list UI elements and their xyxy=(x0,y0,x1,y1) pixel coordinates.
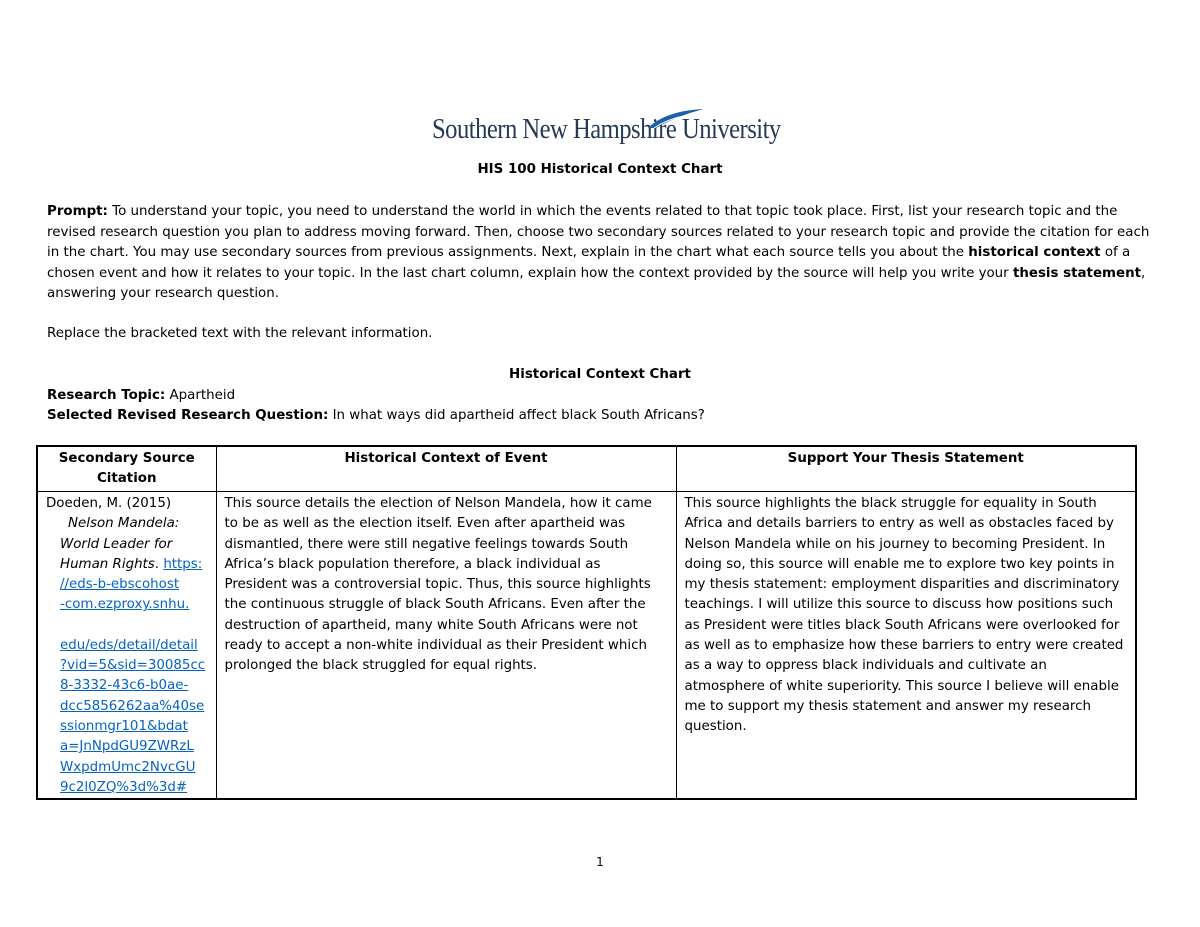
research-question xyxy=(47,408,705,423)
prompt-line-4: chosen event and how it relates to your topic. In the last chart column, explain how the context provided by the source will help you write your thesis statement, xyxy=(47,265,1146,281)
context-line: President was a controversial topic. Thus, this source highlights xyxy=(224,577,651,593)
thesis-line: as well as to emphasize how these barriers to entry were created xyxy=(684,638,1124,654)
citation-link[interactable]: ssionmgr101&bdat xyxy=(60,718,188,734)
prompt-label: Prompt: xyxy=(47,204,108,219)
citation-link[interactable]: -com.ezproxy.snhu. xyxy=(60,597,190,613)
prompt-line-1: Prompt: To understand your topic, you need to understand the world in which the events related to that topic took place. First, list your research topic and the xyxy=(47,204,1118,219)
thesis-line: atmosphere of white superiority. This source I believe will enable xyxy=(684,678,1119,694)
research-question-value: In what ways did apartheid affect black South Africans? xyxy=(328,408,705,423)
citation-link[interactable]: dcc5856262aa%40se xyxy=(60,698,205,714)
citation-link[interactable]: WxpdmUmc2NvcGU xyxy=(60,759,196,775)
context-line: to be as well as the election itself. Even after apartheid was xyxy=(224,516,626,532)
replace-instruction: Replace the bracketed text with the relevant information. xyxy=(47,326,433,341)
prompt-line-5: answering your research question. xyxy=(47,286,279,301)
table-header-row xyxy=(37,446,1136,492)
thesis-line: my thesis statement: employment disparities and discriminatory xyxy=(684,577,1120,593)
thesis-line: Nelson Mandela while on his journey to becoming President. In xyxy=(684,536,1106,552)
context-line: dismantled, there were still negative feelings towards South xyxy=(224,536,629,552)
citation-link[interactable]: 9c2l0ZQ%3d%3d# xyxy=(60,779,188,795)
citation-link[interactable]: ?vid=5&sid=30085cc xyxy=(60,658,206,674)
prompt-paragraph xyxy=(47,202,1157,305)
page-number: 1 xyxy=(596,855,604,869)
thesis-line: Africa and details barriers to entry as well as obstacles faced by xyxy=(684,516,1114,532)
context-line: destruction of apartheid, many white South Africans were not xyxy=(224,617,638,633)
header-historical-context: Historical Context of Event xyxy=(216,446,676,492)
prompt-line-2: revised research question you plan to address moving forward. Then, choose two secondary sources related to your research topic and provide the citation for each xyxy=(47,224,1150,240)
thesis-line: teachings. I will utilize this source to discuss how positions such xyxy=(684,597,1114,613)
prompt-line-3: in the chart. You may use secondary sources from previous assignments. Next, explain in the chart what each source tells you about the historical context of a xyxy=(47,245,1131,260)
historical-context-table xyxy=(36,445,1137,800)
research-topic xyxy=(47,388,235,403)
historical-context-cell xyxy=(216,492,676,800)
quill-icon xyxy=(646,108,706,130)
thesis-line: question. xyxy=(684,719,747,735)
citation-title: Nelson Mandela: xyxy=(68,516,180,532)
thesis-line: as President were titles black South Africans were overlooked for xyxy=(684,617,1120,633)
citation-link[interactable]: https: xyxy=(163,556,203,572)
context-line: Africa’s black population therefore, a black individual as xyxy=(224,556,601,572)
context-line: This source details the election of Nelson Mandela, how it came xyxy=(224,496,652,511)
research-topic-label: Research Topic: xyxy=(47,388,166,403)
thesis-line: This source highlights the black struggle for equality in South xyxy=(684,496,1097,511)
context-line: the continuous struggle of black South Africans. Even after the xyxy=(224,597,646,613)
citation-link[interactable]: edu/eds/detail/detail xyxy=(60,637,198,653)
chart-title: Historical Context Chart xyxy=(509,367,691,382)
citation-link[interactable]: a=JnNpdGU9ZWRzL xyxy=(60,739,194,755)
thesis-line: doing so, this source will enable me to explore two key points in xyxy=(684,556,1115,572)
table-row xyxy=(37,492,1136,800)
research-topic-value: Apartheid xyxy=(165,388,236,403)
context-line: prolonged the black struggled for equal rights. xyxy=(224,658,538,674)
context-line: ready to accept a non-white individual as their President which xyxy=(224,638,647,654)
thesis-line: me to support my thesis statement and answer my research xyxy=(684,698,1091,714)
header-support-thesis: Support Your Thesis Statement xyxy=(676,446,1136,492)
university-logo xyxy=(432,108,781,148)
thesis-statement-emphasis: thesis statement xyxy=(1012,265,1142,281)
thesis-line: as a way to oppress black individuals and cultivate an xyxy=(684,658,1047,674)
citation-cell: Doeden, M. (2015) Nelson Mandela: World Leader for Human Rights. https: //eds-b-ebscohost -com.ezproxy.snhu. edu/eds/detail/detail ?vid=5&sid=30085cc 8-3332-43c6-b0ae- dcc5856262aa%40se ssionmgr101&bdat a=JnNpdGU9ZWRzL WxpdmUmc2NvcGU 9c2l0ZQ%3d%3d# xyxy=(37,492,216,800)
citation-link[interactable]: 8-3332-43c6-b0ae- xyxy=(60,678,189,694)
thesis-support-cell xyxy=(676,492,1136,800)
document-title: HIS 100 Historical Context Chart xyxy=(477,162,723,177)
logo-wordmark: Southern New Hampshire University xyxy=(432,114,781,145)
historical-context-emphasis: historical context xyxy=(968,245,1101,260)
header-secondary-source-citation: Secondary Source Citation xyxy=(37,446,216,492)
citation-author: Doeden, M. (2015) xyxy=(46,496,172,511)
research-question-label: Selected Revised Research Question: xyxy=(47,408,329,423)
citation-link[interactable]: //eds-b-ebscohost xyxy=(60,577,180,593)
